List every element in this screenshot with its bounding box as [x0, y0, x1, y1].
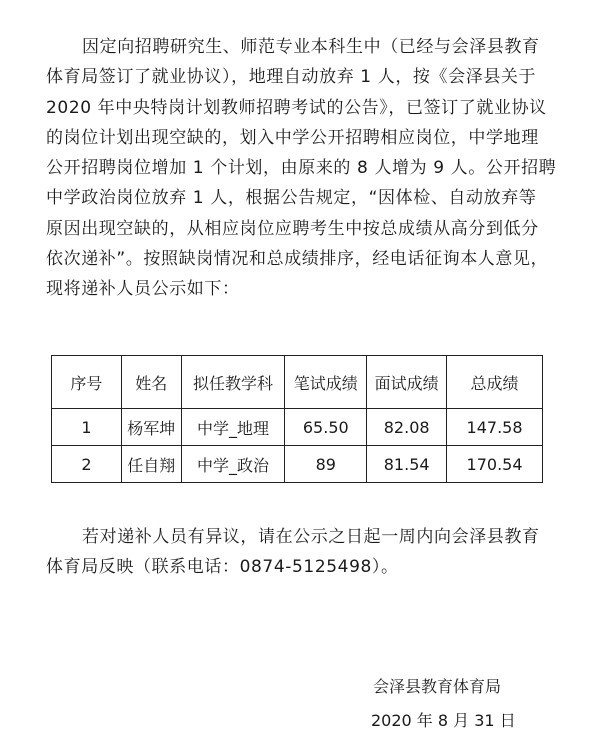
text-line: 公开招聘岗位增加 1 个计划，由原来的 8 人增为 9 人。公开招聘	[46, 158, 557, 179]
issuing-organization: 会泽县教育体育局	[373, 677, 502, 696]
header-cell-index: 序号	[52, 356, 122, 409]
objection-paragraph	[46, 522, 566, 583]
text-line: 中学政治岗位放弃 1 人，根据公告规定，“因体检、自动放弃等	[46, 188, 537, 209]
cell-name: 杨军坤	[121, 409, 181, 446]
table-header-row	[52, 356, 543, 409]
text-line: 若对递补人员有异议，请在公示之日起一周内向会泽县教育	[82, 527, 540, 547]
cell-index: 1	[52, 409, 122, 446]
table-row	[52, 409, 543, 446]
cell-total-score: 170.54	[447, 446, 543, 483]
cell-name: 任自翔	[121, 446, 181, 483]
text-line: 现将递补人员公示如下：	[46, 279, 240, 300]
cell-total-score: 147.58	[447, 409, 543, 446]
text-line: 因定向招聘研究生、师范专业本科生中（已经与会泽县教育	[82, 37, 540, 57]
cell-subject: 中学_政治	[181, 446, 285, 483]
cell-interview-score: 82.08	[367, 409, 447, 446]
text-line: 原因出现空缺的，从相应岗位应聘考生中按总成绩从高分到低分	[46, 218, 539, 239]
issue-date: 2020 年 8 月 31 日	[371, 711, 516, 730]
text-line: 体育局反映（联系电话：0874-5125498）。	[46, 557, 399, 578]
text-line: 依次递补”。按照缺岗情况和总成绩排序，经电话征询本人意见，	[46, 249, 549, 270]
header-cell-interview-score: 面试成绩	[367, 356, 447, 409]
intro-paragraph	[46, 32, 566, 305]
replacement-roster-table	[51, 355, 543, 483]
table-row	[52, 446, 543, 483]
text-line: 2020 年中央特岗计划教师招聘考试的公告》，已签订了就业协议	[46, 97, 547, 118]
cell-subject: 中学_地理	[181, 409, 285, 446]
header-cell-written-score: 笔试成绩	[285, 356, 367, 409]
header-cell-name: 姓名	[121, 356, 181, 409]
header-cell-total-score: 总成绩	[447, 356, 543, 409]
cell-index: 2	[52, 446, 122, 483]
cell-written-score: 89	[285, 446, 367, 483]
cell-interview-score: 81.54	[367, 446, 447, 483]
text-line: 体育局签订了就业协议），地理自动放弃 1 人，按《会泽县关于	[46, 67, 537, 88]
cell-written-score: 65.50	[285, 409, 367, 446]
header-cell-subject: 拟任教学科	[181, 356, 285, 409]
text-line: 的岗位计划出现空缺的，划入中学公开招聘相应岗位，中学地理	[46, 127, 539, 148]
